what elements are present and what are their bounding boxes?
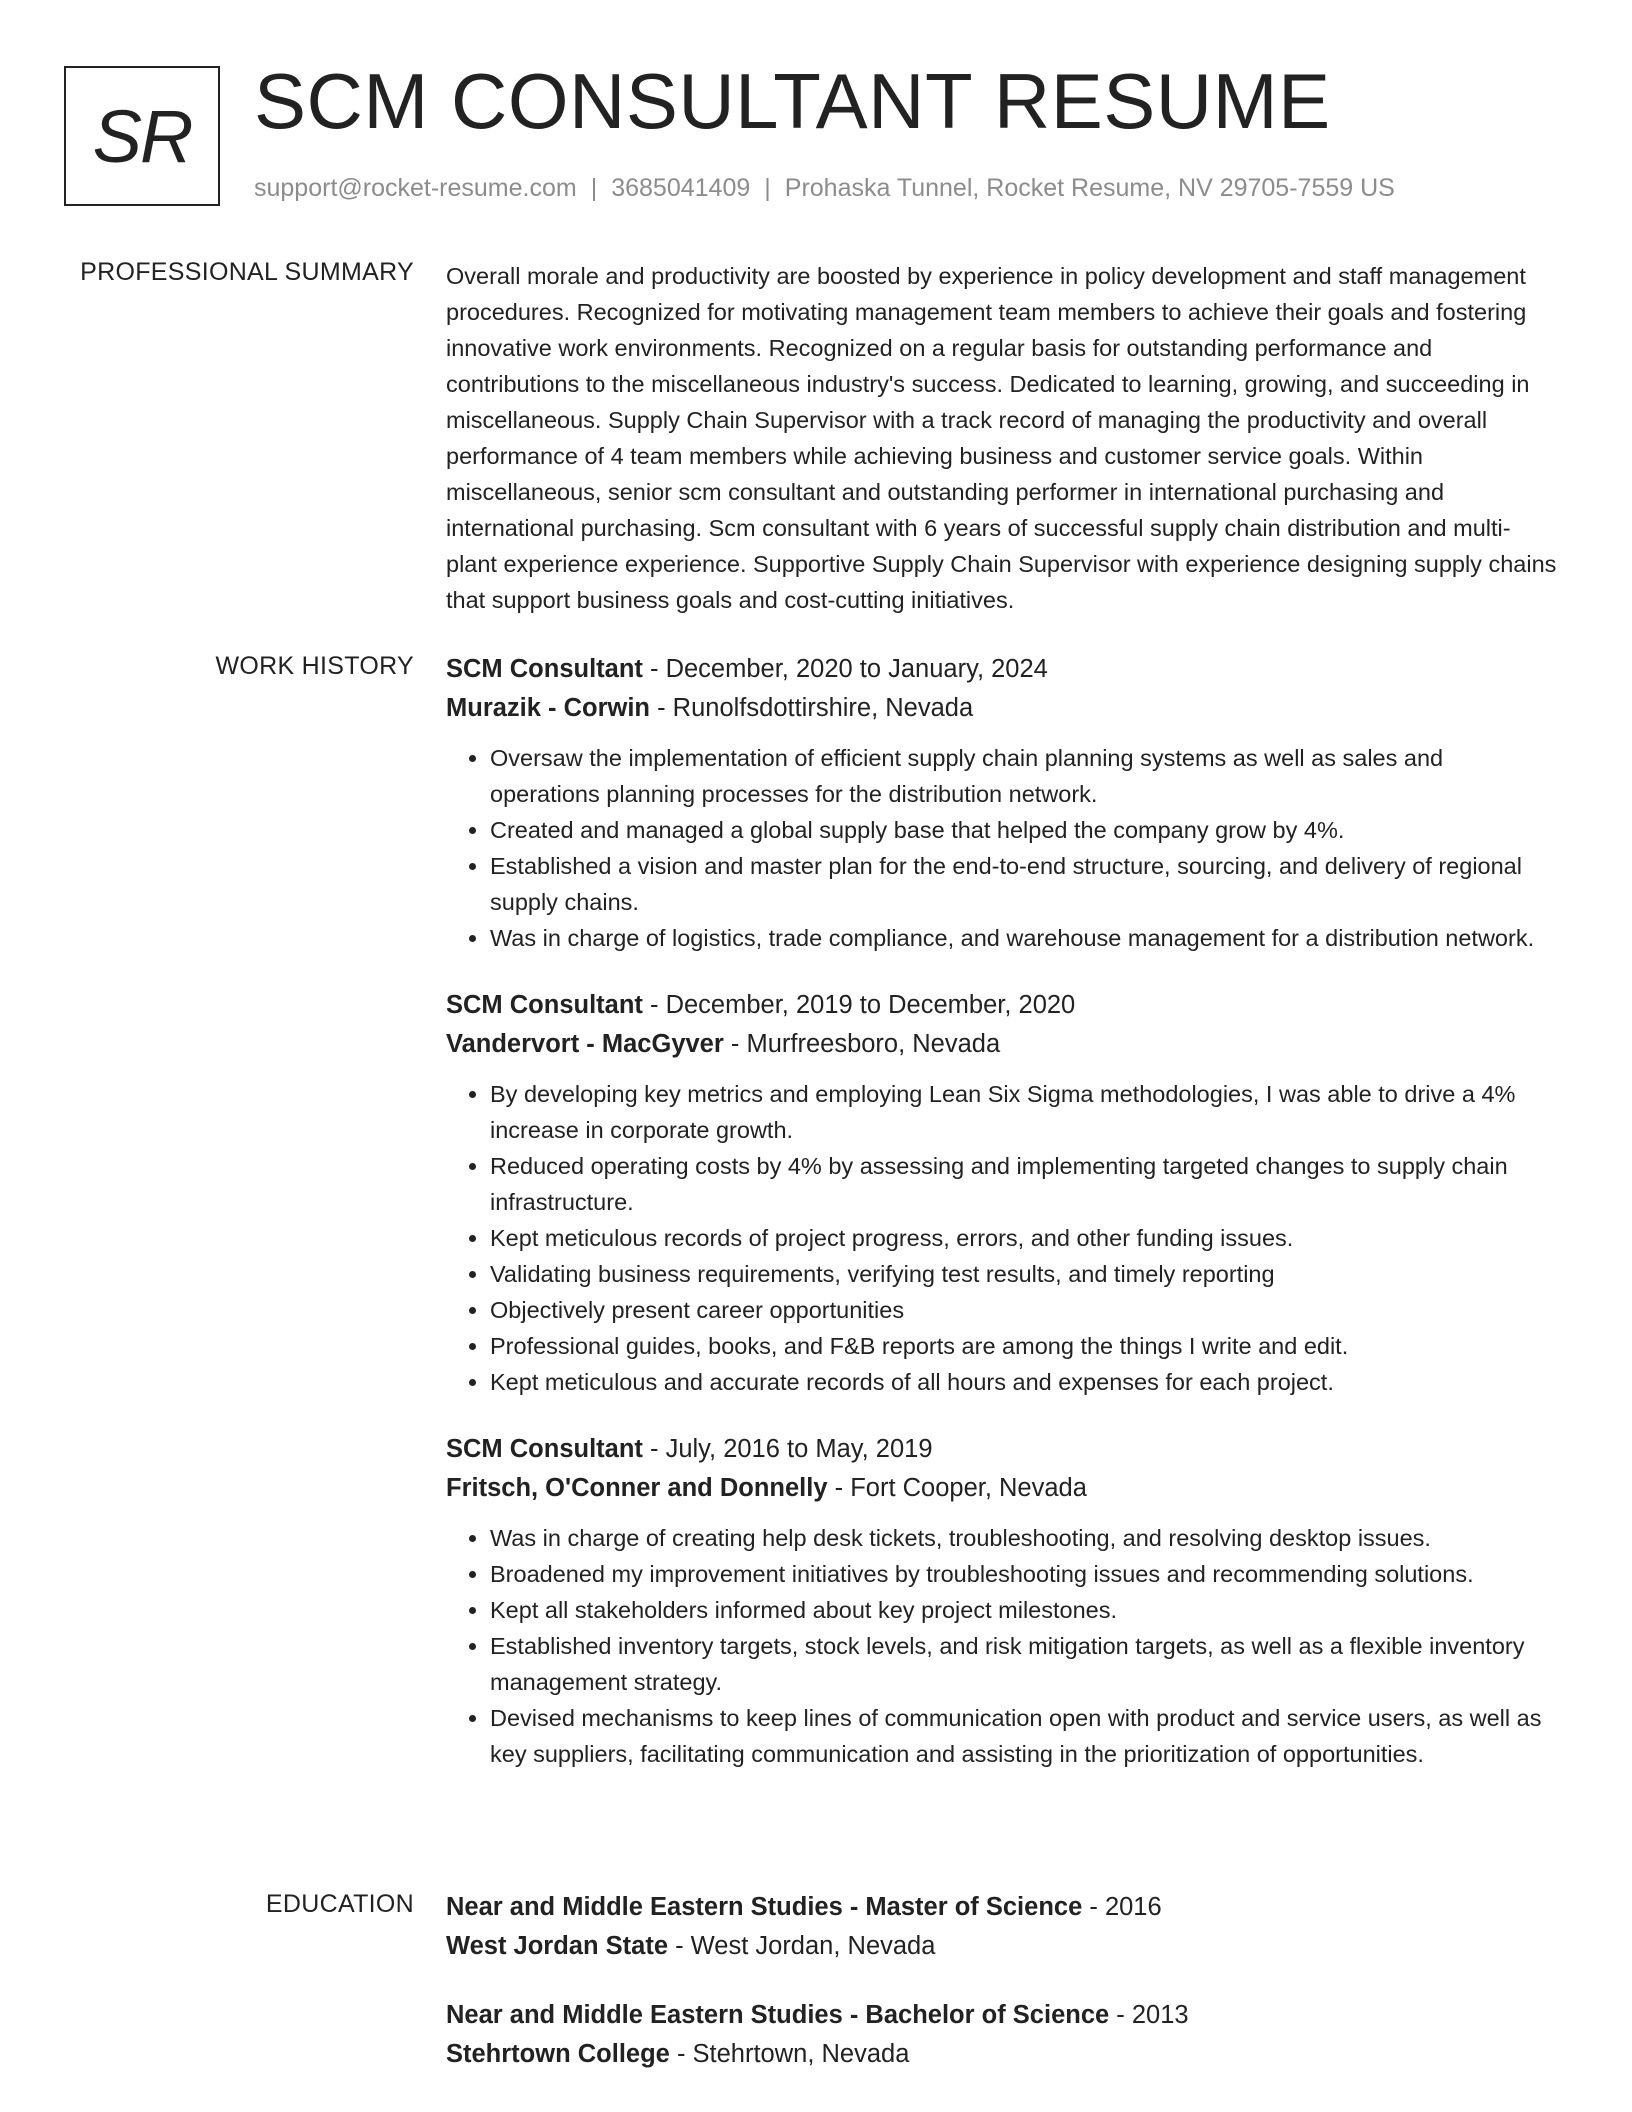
education-entry [446, 1888, 1558, 1966]
job-title: SCM Consultant [446, 991, 643, 1019]
job-title: SCM Consultant [446, 655, 643, 683]
job-bullet: • Broadened my improvement initiatives by troubleshooting issues and recommending solutions. [490, 1556, 1558, 1592]
job-bullet: • Professional guides, books, and F&B reports are among the things I write and edit. [490, 1328, 1558, 1364]
job-bullet: • Kept meticulous and accurate records of all hours and expenses for each project. [490, 1364, 1558, 1400]
degree-year: - 2013 [1109, 2001, 1189, 2029]
degree-line [446, 1996, 1558, 2035]
summary-text: Overall morale and productivity are boosted by experience in policy development and staff management procedures. Recognized for motivating management team members to achieve their goals and fostering innovative work environments. Recognized on a regular basis for outstanding performance and contributions to the miscellaneous industry's success. Dedicated to learning, growing, and succeeding in miscellaneous. Supply Chain Supervisor with a track record of managing the productivity and overall performance of 4 team members while achieving business and customer service goals. Within miscellaneous, senior scm consultant and outstanding performer in international purchasing and international purchasing. Scm consultant with 6 years of successful supply chain distribution and multi-plant experience experience. Supportive Supply Chain Supervisor with experience designing supply chains that support business goals and cost-cutting initiatives. [446, 263, 1557, 613]
job-bullet: • Established inventory targets, stock levels, and risk mitigation targets, as well as a flexible inventory management strategy. [490, 1628, 1558, 1700]
job-bullet: • Created and managed a global supply base that helped the company grow by 4%. [490, 812, 1558, 848]
page-title: SCM CONSULTANT RESUME [254, 57, 1331, 145]
job-entry [446, 1430, 1558, 1772]
job-entry [446, 986, 1558, 1400]
school-location: - West Jordan, Nevada [668, 1932, 936, 1960]
job-bullets [446, 740, 1558, 956]
school-location: - Stehrtown, Nevada [669, 2040, 910, 2068]
school-line [446, 1927, 1558, 1966]
job-bullets [446, 1076, 1558, 1400]
work-history-body [446, 650, 1558, 1802]
contact-separator: | [764, 174, 771, 202]
contact-separator: | [590, 174, 598, 202]
job-bullet: • Kept meticulous records of project progress, errors, and other funding issues. [490, 1220, 1558, 1256]
company-name: Vandervort - MacGyver [446, 1030, 724, 1058]
degree-year: - 2016 [1082, 1893, 1162, 1921]
education-body [446, 1888, 1558, 2104]
school-line [446, 2035, 1558, 2074]
summary-body [446, 258, 1558, 618]
job-title-line [446, 650, 1558, 689]
job-bullet: • Was in charge of creating help desk tickets, troubleshooting, and resolving desktop issues. [490, 1520, 1558, 1556]
company-name: Murazik - Corwin [446, 694, 651, 722]
phone-number: 3685041409 [611, 174, 751, 202]
job-bullet: • Reduced operating costs by 4% by assessing and implementing targeted changes to supply chain infrastructure. [490, 1148, 1558, 1220]
job-title-line [446, 1430, 1558, 1469]
job-bullet: • Was in charge of logistics, trade compliance, and warehouse management for a distribution network. [490, 920, 1558, 956]
monogram-logo: SR [64, 66, 220, 206]
job-location: - Fort Cooper, Nevada [827, 1474, 1087, 1502]
degree-name: Near and Middle Eastern Studies - Master of Science [446, 1893, 1083, 1921]
job-bullet: • Established a vision and master plan for the end-to-end structure, sourcing, and delivery of regional supply chains. [490, 848, 1558, 920]
job-company-line [446, 1469, 1558, 1508]
job-location: - Runolfsdottirshire, Nevada [650, 694, 974, 722]
summary-heading: PROFESSIONAL SUMMARY [80, 258, 414, 286]
degree-name: Near and Middle Eastern Studies - Bachelor of Science [446, 2001, 1110, 2029]
job-company-line [446, 689, 1558, 728]
work-history-heading: WORK HISTORY [215, 652, 414, 680]
job-dates: - December, 2020 to January, 2024 [642, 655, 1048, 683]
job-location: - Murfreesboro, Nevada [723, 1030, 1001, 1058]
job-bullet: • By developing key metrics and employing Lean Six Sigma methodologies, I was able to drive a 4% increase in corporate growth. [490, 1076, 1558, 1148]
job-bullets [446, 1520, 1558, 1772]
job-title-line [446, 986, 1558, 1025]
degree-line [446, 1888, 1558, 1927]
job-title: SCM Consultant [446, 1435, 643, 1463]
email-address: support@rocket-resume.com [254, 174, 577, 202]
contact-line [254, 174, 1395, 203]
education-heading: EDUCATION [265, 1890, 414, 1918]
job-company-line [446, 1025, 1558, 1064]
job-bullet: • Kept all stakeholders informed about key project milestones. [490, 1592, 1558, 1628]
job-bullet: • Oversaw the implementation of efficient supply chain planning systems as well as sales and operations planning processes for the distribution network. [490, 740, 1558, 812]
job-bullet: • Objectively present career opportunities [490, 1292, 1558, 1328]
postal-address: Prohaska Tunnel, Rocket Resume, NV 29705-7559 US [784, 174, 1395, 202]
school-name: West Jordan State [446, 1932, 669, 1960]
job-bullet: • Validating business requirements, verifying test results, and timely reporting [490, 1256, 1558, 1292]
job-bullet: • Devised mechanisms to keep lines of communication open with product and service users, as well as key suppliers, facilitating communication and assisting in the prioritization of opportunities. [490, 1700, 1558, 1772]
education-entry [446, 1996, 1558, 2074]
school-name: Stehrtown College [446, 2040, 670, 2068]
job-entry [446, 650, 1558, 956]
job-dates: - December, 2019 to December, 2020 [642, 991, 1076, 1019]
company-name: Fritsch, O'Conner and Donnelly [446, 1474, 828, 1502]
job-dates: - July, 2016 to May, 2019 [642, 1435, 933, 1463]
